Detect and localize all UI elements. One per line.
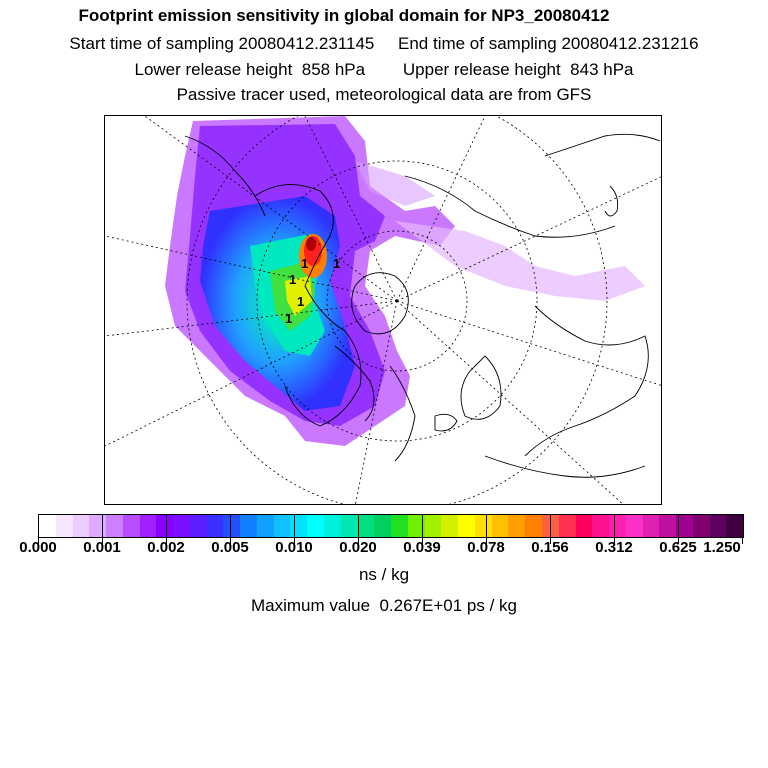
map-title: Footprint emission sensitivity in global domain for NP3_20080412 xyxy=(78,6,610,25)
colorbar-divider xyxy=(294,514,295,538)
colorbar-unit: ns / kg xyxy=(358,565,410,584)
colorbar-tick-label: 0.625 xyxy=(659,539,697,556)
colorbar-cell xyxy=(508,515,525,537)
map-panel xyxy=(104,115,662,505)
colorbar-cell xyxy=(609,515,626,537)
colorbar-tick-label: 0.078 xyxy=(467,539,505,556)
colorbar-cell xyxy=(190,515,207,537)
colorbar-cell xyxy=(156,515,173,537)
point-label: 1 xyxy=(285,311,293,326)
coastline-japan xyxy=(605,186,618,216)
colorbar-cell xyxy=(207,515,224,537)
colorbar-tick-label: 0.002 xyxy=(147,539,185,556)
colorbar-cell xyxy=(341,515,358,537)
colorbar xyxy=(38,514,744,538)
colorbar-cell xyxy=(106,515,123,537)
colorbar-cell xyxy=(257,515,274,537)
colorbar-cell xyxy=(223,515,240,537)
colorbar-divider xyxy=(358,514,359,538)
colorbar-cell xyxy=(73,515,90,537)
tracer-note: Passive tracer used, meteorological data are from GFS xyxy=(176,85,592,104)
colorbar-divider xyxy=(550,514,551,538)
colorbar-cell xyxy=(576,515,593,537)
colorbar-divider xyxy=(678,514,679,538)
colorbar-tick-label: 0.156 xyxy=(531,539,569,556)
colorbar-cell xyxy=(592,515,609,537)
colorbar-cell xyxy=(56,515,73,537)
colorbar-tick-label: 0.000 xyxy=(19,539,57,556)
colorbar-cell xyxy=(693,515,710,537)
colorbar-cell xyxy=(559,515,576,537)
start-time: Start time of sampling 20080412.231145 xyxy=(69,34,375,53)
colorbar-tick-label: 0.020 xyxy=(339,539,377,556)
colorbar-cell xyxy=(358,515,375,537)
colorbar-cell xyxy=(643,515,660,537)
sampling-times xyxy=(0,34,768,54)
colorbar-cell xyxy=(324,515,341,537)
colorbar-tick-label: 0.312 xyxy=(595,539,633,556)
colorbar-divider xyxy=(166,514,167,538)
point-label: 1 xyxy=(333,256,341,271)
colorbar-cell xyxy=(173,515,190,537)
colorbar-tick xyxy=(742,538,743,544)
colorbar-divider xyxy=(230,514,231,538)
colorbar-cell xyxy=(39,515,56,537)
colorbar-divider xyxy=(422,514,423,538)
coastline-africa-north xyxy=(485,456,645,477)
colorbar-cell xyxy=(391,515,408,537)
colorbar-tick-label: 1.250 xyxy=(703,539,741,556)
footprint-map xyxy=(105,116,662,505)
colorbar-cell xyxy=(290,515,307,537)
colorbar-cell xyxy=(274,515,291,537)
colorbar-cell xyxy=(458,515,475,537)
colorbar-cell xyxy=(659,515,676,537)
hotspot-peak xyxy=(306,237,316,251)
colorbar-cell xyxy=(492,515,509,537)
colorbar-cell xyxy=(626,515,643,537)
colorbar-cell xyxy=(140,515,157,537)
colorbar-cell xyxy=(374,515,391,537)
plume-wisps-east xyxy=(395,221,645,301)
point-label: 1 xyxy=(297,294,305,309)
coastline-iceland xyxy=(435,414,457,431)
colorbar-divider xyxy=(102,514,103,538)
maximum-value: Maximum value 0.267E+01 ps / kg xyxy=(251,596,517,615)
colorbar-cell xyxy=(123,515,140,537)
meridian xyxy=(397,301,625,505)
colorbar-cell xyxy=(710,515,727,537)
colorbar-cell xyxy=(441,515,458,537)
colorbar-cell xyxy=(89,515,106,537)
colorbar-tick-label: 0.005 xyxy=(211,539,249,556)
colorbar-cell xyxy=(525,515,542,537)
colorbar-cell xyxy=(307,515,324,537)
end-time: End time of sampling 20080412.231216 xyxy=(398,34,699,53)
lower-release-height: Lower release height 858 hPa xyxy=(134,60,366,79)
colorbar-cell xyxy=(726,515,743,537)
coastline-europe xyxy=(525,306,648,456)
point-label: 1 xyxy=(289,272,297,287)
colorbar-cell xyxy=(425,515,442,537)
point-label: 1 xyxy=(301,256,309,271)
colorbar-cell xyxy=(475,515,492,537)
colorbar-divider xyxy=(486,514,487,538)
upper-release-height: Upper release height 843 hPa xyxy=(402,60,634,79)
colorbar-tick-label: 0.039 xyxy=(403,539,441,556)
colorbar-tick-label: 0.010 xyxy=(275,539,313,556)
coastline-asia-east xyxy=(545,134,660,156)
coastline-scandinavia xyxy=(461,356,501,419)
colorbar-divider xyxy=(614,514,615,538)
colorbar-cell xyxy=(240,515,257,537)
release-heights xyxy=(0,60,768,80)
colorbar-tick-label: 0.001 xyxy=(83,539,121,556)
